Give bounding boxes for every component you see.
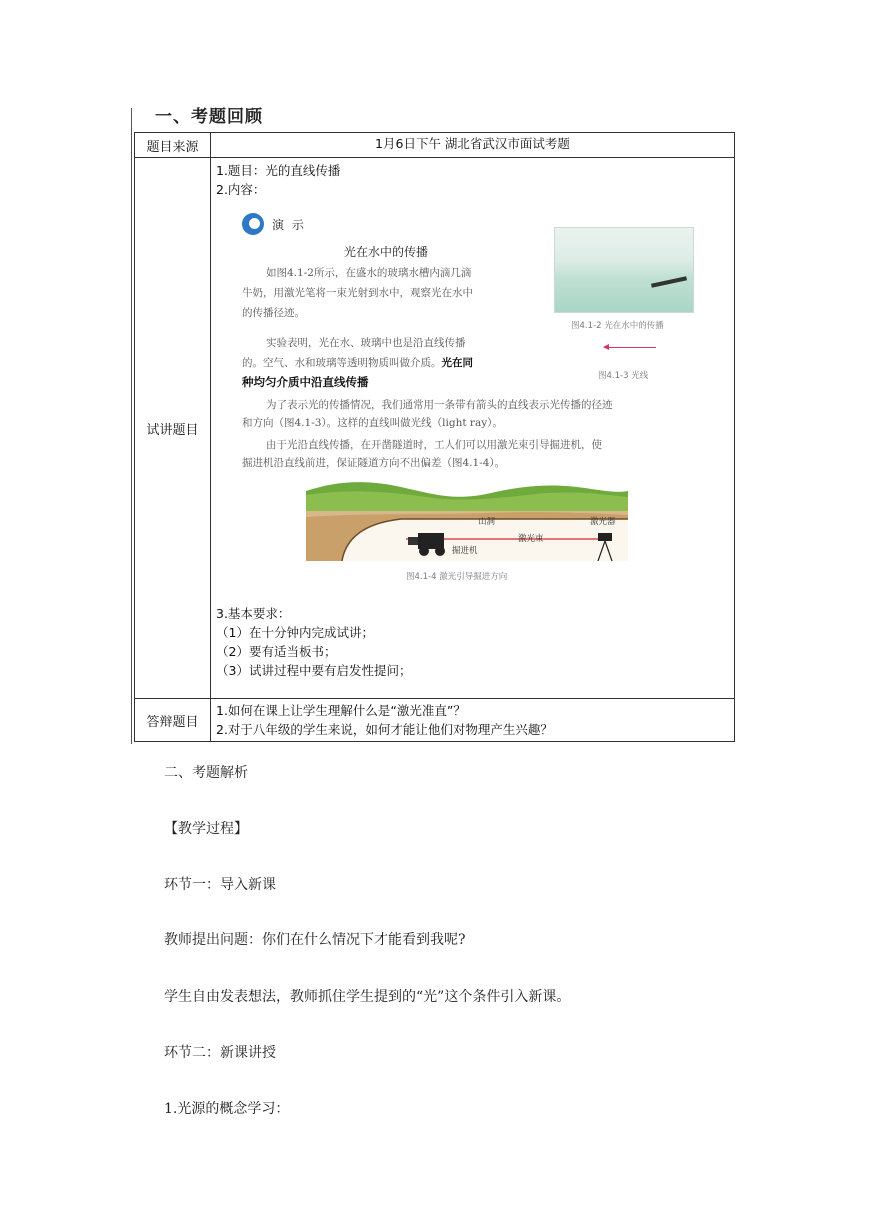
defense-question: 2.对于八年级的学生来说，如何才能让他们对物理产生兴趣？ (216, 722, 553, 737)
defense-cell (211, 699, 735, 742)
paragraph-text: 的。空气、水和玻璃等透明物质叫做介质。 (242, 357, 442, 369)
source-value: 1月6日下午 湖北省武汉市面试考题 (211, 133, 735, 158)
defense-question: 1.如何在课上让学生理解什么是“激光准直”？ (216, 703, 466, 718)
exam-review-table (134, 132, 735, 742)
topic-line: 2.内容： (216, 182, 266, 197)
demo-badge (242, 213, 306, 235)
key-statement: 种均匀介质中沿直线传播 (242, 375, 369, 389)
paragraph: 1.光源的概念学习： (164, 1101, 290, 1117)
key-statement: 光在同 (441, 357, 473, 369)
analysis-heading: 二、考题解析 (164, 765, 248, 781)
paragraph-line: 为了表示光的传播情况，我们通常用一条带有箭头的直线表示光传播的径迹 (266, 399, 613, 411)
water-tank-photo (554, 227, 694, 313)
section-title: 一、考题回顾 (155, 107, 263, 127)
paragraph-line: 如图4.1-2所示，在盛水的玻璃水槽内滴几滴 (266, 267, 472, 279)
tunnel-label-laser-device: 激光器 (590, 517, 616, 527)
figure-caption: 图4.1-3 光线 (598, 371, 649, 381)
step-heading: 环节二：新课讲授 (164, 1045, 276, 1061)
left-margin-rule (131, 108, 132, 744)
paragraph-line: 牛奶，用激光笔将一束光射到水中，观察光在水中 (242, 287, 473, 299)
paragraph-line (242, 353, 473, 373)
requirement-item: （1）在十分钟内完成试讲； (216, 625, 374, 640)
paragraph-line: 实验表明，光在水、玻璃中也是沿直线传播 (266, 337, 466, 349)
topic-label: 试讲题目 (135, 158, 211, 699)
step-heading: 环节一：导入新课 (164, 877, 276, 893)
textbook-excerpt (216, 199, 728, 604)
requirements-title: 3.基本要求： (216, 606, 291, 621)
paragraph: 学生自由发表想法，教师抓住学生提到的“光”这个条件引入新课。 (164, 989, 571, 1005)
experiment-title: 光在水中的传播 (344, 245, 429, 259)
paragraph-line: 的传播径迹。 (242, 307, 305, 319)
requirement-item: （2）要有适当板书； (216, 644, 337, 659)
paragraph-line: 掘进机沿直线前进，保证隧道方向不出偏差（图4.1-4）。 (242, 457, 506, 469)
tunnel-label-cave: 山洞 (478, 517, 496, 527)
topic-line: 1.题目：光的直线传播 (216, 163, 341, 178)
topic-cell (211, 158, 735, 699)
paragraph-line: 和方向（图4.1-3）。这样的直线叫做光线（light ray）。 (242, 417, 503, 429)
demo-label: 演 示 (272, 217, 306, 232)
light-ray-arrow-icon (604, 347, 656, 348)
tunnel-label-laser-beam: 激光束 (518, 534, 544, 544)
paragraph-line: 由于光沿直线传播，在开凿隧道时，工人们可以用激光束引导掘进机，使 (266, 439, 602, 451)
paragraph: 教师提出问题：你们在什么情况下才能看到我呢? (164, 932, 466, 948)
defense-label: 答辩题目 (135, 699, 211, 742)
laser-pen (651, 276, 687, 287)
teaching-process-heading: 【教学过程】 (164, 821, 248, 837)
demo-icon (242, 213, 264, 235)
figure-caption: 图4.1-4 激光引导掘进方向 (406, 572, 508, 582)
requirement-item: （3）试讲过程中要有启发性提问； (216, 663, 412, 678)
figure-caption: 图4.1-2 光在水中的传播 (571, 321, 664, 331)
tunnel-label-machine: 掘进机 (452, 546, 478, 556)
source-label: 题目来源 (135, 133, 211, 158)
